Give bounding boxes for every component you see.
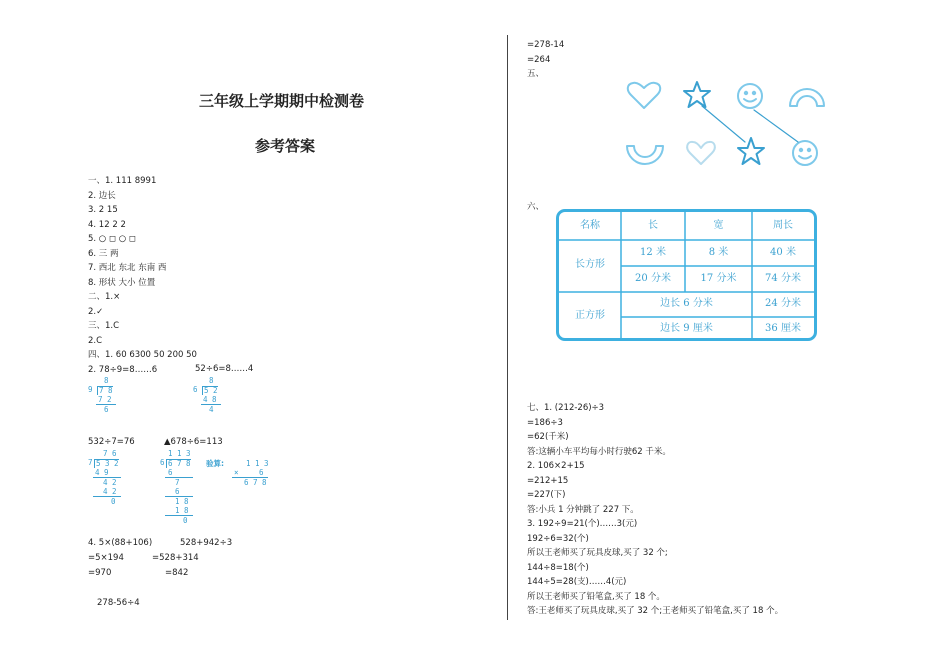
section-five-label: 五、 bbox=[527, 69, 545, 79]
remainder: 4 bbox=[209, 405, 214, 414]
section-seven-line: =212+15 bbox=[527, 475, 569, 486]
answer-q4c: 278-56÷4 bbox=[97, 598, 140, 608]
long-division-52-6 bbox=[193, 377, 233, 417]
answer-line: 3. 2 15 bbox=[88, 205, 118, 215]
answer-q4b-2: =528+314 bbox=[152, 553, 199, 563]
remainder-2: 1 8 bbox=[175, 497, 189, 506]
page-subtitle: 参考答案 bbox=[255, 137, 316, 155]
remainder: 0 bbox=[111, 497, 116, 506]
dividend: 6 7 8 bbox=[168, 459, 191, 468]
section-seven-line: 144÷5=28(支)……4(元) bbox=[527, 577, 627, 587]
long-division-678-6 bbox=[160, 450, 200, 530]
answer-q4b-1: 528+942÷3 bbox=[180, 538, 233, 548]
table-row-label-rectangle: 长方形 bbox=[575, 259, 605, 270]
answer-q4b-3: =842 bbox=[165, 568, 189, 578]
right-line-2: =264 bbox=[527, 55, 551, 65]
heart-outline-icon bbox=[687, 142, 715, 164]
quotient: 8 bbox=[104, 376, 109, 385]
answer-q3a: 532÷7=76 bbox=[88, 437, 135, 447]
answer-q3b: ▲678÷6=113 bbox=[164, 437, 223, 447]
answer-line: 6. 三 两 bbox=[88, 248, 119, 259]
multiplier: 6 bbox=[259, 468, 264, 477]
section-seven-line: 答:这辆小车平均每小时行驶62 千米。 bbox=[527, 446, 671, 457]
answer-line: 四、1. 60 6300 50 200 50 bbox=[88, 350, 197, 360]
section-seven-line: =186÷3 bbox=[527, 417, 563, 428]
section-seven-line: 所以王老师买了铅笔盒,买了 18 个。 bbox=[527, 591, 665, 602]
rectangle-square-table bbox=[556, 209, 817, 341]
table-cell: 74 分米 bbox=[765, 273, 801, 284]
check-label: 验算: bbox=[206, 459, 224, 468]
arch-icon bbox=[790, 89, 824, 106]
remainder: 0 bbox=[183, 516, 188, 525]
section-six-label: 六、 bbox=[527, 202, 545, 212]
answer-line: 2.C bbox=[88, 335, 103, 346]
section-seven-line: 2. 106×2+15 bbox=[527, 461, 585, 471]
product-2: 4 2 bbox=[103, 487, 117, 496]
page-title: 三年级上学期期中检测卷 bbox=[199, 92, 365, 110]
divider-line bbox=[165, 515, 193, 516]
answer-q4a-1: 4. 5×(88+106) bbox=[88, 538, 153, 548]
column-divider bbox=[507, 35, 508, 620]
section-seven-line: 3. 192÷9=21(个)……3(元) bbox=[527, 519, 638, 529]
dividend: 5 2 bbox=[204, 386, 218, 395]
times-sign: × bbox=[234, 468, 239, 477]
table-cell: 边长 9 厘米 bbox=[660, 323, 713, 334]
answer-q2b: 52÷6=8……4 bbox=[195, 364, 254, 374]
answer-line: 8. 形状 大小 位置 bbox=[88, 277, 156, 288]
divisor: 6 bbox=[193, 385, 198, 394]
heart-icon bbox=[628, 83, 660, 108]
quotient: 8 bbox=[209, 376, 214, 385]
answer-line: 一、1. 111 8991 bbox=[88, 176, 157, 186]
divisor: 6 bbox=[160, 458, 165, 467]
answer-line: 2. 78÷9=8……6 bbox=[88, 364, 158, 375]
multiplicand: 1 1 3 bbox=[246, 459, 269, 468]
long-division-532-7 bbox=[88, 450, 128, 510]
remainder: 6 bbox=[104, 405, 109, 414]
smiley-icon bbox=[738, 84, 762, 108]
table-header-width: 宽 bbox=[713, 220, 724, 231]
shape-matching-figure bbox=[620, 76, 835, 172]
answer-line: 2. 边长 bbox=[88, 190, 116, 201]
section-seven-line: 七、1. (212-26)÷3 bbox=[527, 403, 605, 413]
product: 4 8 bbox=[203, 395, 217, 404]
answer-line: 4. 12 2 2 bbox=[88, 219, 126, 230]
answer-line: 二、1.× bbox=[88, 292, 121, 302]
answer-q4a-3: =970 bbox=[88, 568, 112, 578]
section-seven-line: =62(千米) bbox=[527, 432, 569, 442]
dividend: 7 8 bbox=[99, 386, 113, 395]
table-cell: 8 米 bbox=[708, 247, 729, 258]
divider-line bbox=[93, 496, 121, 497]
section-seven-line: =227(下) bbox=[527, 490, 566, 500]
product-3: 1 8 bbox=[175, 506, 189, 515]
section-seven-line: 144÷8=18(个) bbox=[527, 562, 589, 573]
section-seven-line: 192÷6=32(个) bbox=[527, 533, 589, 544]
answer-line: 三、1.C bbox=[88, 321, 120, 331]
table-row-label-square: 正方形 bbox=[575, 310, 605, 321]
product: 7 2 bbox=[98, 395, 112, 404]
table-cell: 36 厘米 bbox=[765, 323, 801, 334]
answer-line: 5. ○ ◻ ○ ◻ bbox=[88, 234, 136, 244]
divisor: 7 bbox=[88, 458, 93, 467]
table-header-name: 名称 bbox=[580, 220, 600, 231]
product-1: 6 bbox=[168, 468, 173, 477]
check-multiplication bbox=[206, 459, 276, 499]
table-header-length: 长 bbox=[648, 220, 658, 231]
table-cell: 17 分米 bbox=[700, 273, 737, 284]
section-seven-line: 答:小兵 1 分钟跳了 227 下。 bbox=[527, 504, 639, 515]
section-seven-line: 所以王老师买了玩具皮球,买了 32 个; bbox=[527, 548, 668, 558]
product-2: 6 bbox=[175, 487, 180, 496]
bowl-icon bbox=[627, 146, 663, 164]
remainder-1: 7 bbox=[175, 478, 180, 487]
table-cell: 20 分米 bbox=[635, 273, 671, 284]
table-cell: 12 米 bbox=[640, 247, 666, 258]
smiley-icon bbox=[793, 141, 817, 165]
dividend: 5 3 2 bbox=[96, 459, 119, 468]
product: 6 7 8 bbox=[244, 478, 267, 487]
star-icon bbox=[684, 82, 710, 107]
remainder-1: 4 2 bbox=[103, 478, 117, 487]
long-division-78-9 bbox=[88, 377, 128, 417]
table-cell: 24 分米 bbox=[765, 298, 801, 309]
divisor: 9 bbox=[88, 385, 93, 394]
match-line bbox=[702, 106, 745, 142]
product-1: 4 9 bbox=[95, 468, 109, 477]
answer-line: 7. 西北 东北 东南 西 bbox=[88, 263, 167, 273]
quotient: 7 6 bbox=[103, 449, 117, 458]
section-seven-line: 答:王老师买了玩具皮球,买了 32 个;王老师买了铅笔盒,买了 18 个。 bbox=[527, 606, 784, 616]
answer-q4a-2: =5×194 bbox=[88, 553, 124, 563]
match-line bbox=[754, 110, 798, 142]
answer-line: 2.✓ bbox=[88, 306, 104, 317]
table-header-perimeter: 周长 bbox=[773, 220, 793, 231]
star-icon bbox=[738, 138, 764, 164]
quotient: 1 1 3 bbox=[168, 449, 191, 458]
right-line-1: =278-14 bbox=[527, 40, 565, 50]
table-cell: 边长 6 分米 bbox=[660, 298, 713, 309]
table-cell: 40 米 bbox=[770, 247, 796, 258]
